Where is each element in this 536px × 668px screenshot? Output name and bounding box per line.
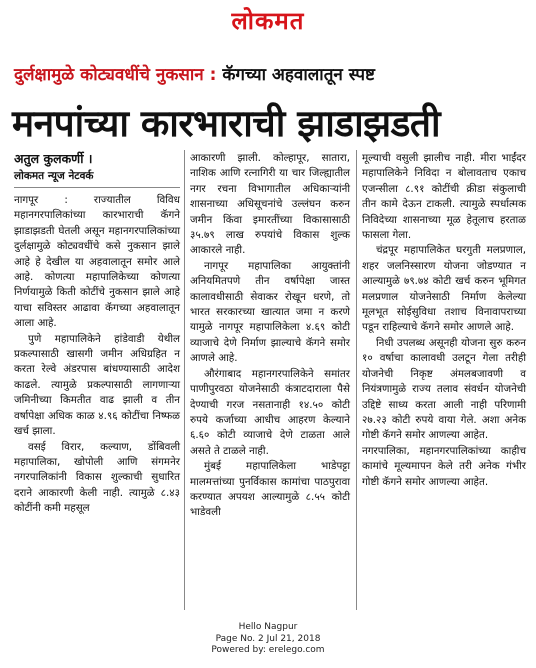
paragraph: मूल्याची वसुली झालीच नाही. मीरा भाईंदर महापालिकेने निविदा न बोलावताच एकाच एजन्सीला ८.९१ कोटींची क्रीडा संकुलाची तीन कामे देऊन टाकली. त्यामुळे स्पर्धात्मक निविदेच्या शासनाच्या मूळ हेतूलाच हरताळ फासला गेला. <box>362 152 526 242</box>
footer-line-1: Hello Nagpur <box>238 622 298 632</box>
footer-line-3: Powered by: erelego.com <box>211 645 325 655</box>
paragraph: पुणे महापालिकेने हांडेवाडी येथील प्रकल्पासाठी खासगी जमीन अधिग्रहित न करता रेल्वे अंडरपास बांधण्यासाठी आदेश काढले. त्यामुळे प्रकल्पासाठी लागणाऱ्या जमिनीच्या किमतीत वाढ झाली व तीन वर्षापेक्षा अधिक काळ ४.९६ कोटींचा निष्फळ खर्च झाला. <box>14 332 180 438</box>
kicker-black-text: कॅगच्या अहवालातून स्पष्ट <box>222 65 375 85</box>
paragraph: मुंबई महापालिकेला भाडेपट्टा मालमत्तांच्या पुनर्विकास कामांचा पाठपुरावा करण्यात अपयश आल्यामुळे ८.५५ कोटी भाडेवली <box>190 460 350 519</box>
page-footer <box>0 622 536 657</box>
column-divider <box>356 150 357 610</box>
kicker-red-text: दुर्लक्षामुळे कोट्यवधींचे नुकसान : <box>14 65 217 85</box>
headline: मनपांच्या कारभाराची झाडाझडती <box>12 102 441 145</box>
paragraph: नागपूर : राज्यातील विविध महानगरपालिकांच्या कारभाराची कॅगने झाडाझडती घेतली असून महानगरपालिकांच्या दुर्लक्षामुळे कोट्यवधींचे कसे नुकसान झाले आहे हे देखील या अहवालातून समोर आले आहे. कोणत्या महापालिकेच्या कोणत्या निर्णयामुळे किती कोटींचे नुकसान झाले आहे याचा सविस्तर आढावा कॅगच्या अहवालातून आला आहे. <box>14 194 180 330</box>
byline-name: अतुल कुलकर्णी । <box>14 151 93 166</box>
footer-line-2: Page No. 2 Jul 21, 2018 <box>215 633 321 644</box>
paragraph: नागपूर महापालिका आयुक्तांनी अनियमितपणे तीन वर्षापेक्षा जास्त कालावधीसाठी सेवाकर रोखून धरणे, तो भारत सरकारच्या खात्यात जमा न करणे यामुळे नागपूर महापालिकेला ४.६९ कोटी व्याजाचे देणे निर्माण झाल्याचे कॅगने समोर आणले आहे. <box>190 259 350 365</box>
paragraph: निधी उपलब्ध असूनही योजना सुरु करुन १० वर्षाचा कालावधी उलटून गेला तरीही योजनेची निकृष्ट अंमलबजावणी व नियंत्रणामुळे राज्य तलाव संवर्धन योजनेची उद्दिष्टे साध्य करता आली नाही परिणामी २७.२३ कोटी रुपये वाया गेले. अशा अनेक गोष्टी कॅगने समोर आणल्या आहेत. <box>362 336 526 442</box>
column-divider <box>184 150 185 610</box>
kicker <box>14 62 524 85</box>
article-column-2 <box>190 151 350 521</box>
article-column-1 <box>14 193 180 517</box>
paragraph: औरंगाबाद महानगरपालिकेने समांतर पाणीपुरवठा योजनेसाठी कंत्राटदाराला पैसे देण्याची गरज नसतानाही १४.५० कोटी रुपये कर्जाच्या आधीच आहरण केल्याने ६.६० कोटी व्याजाचे देणे टाळता आले असते ते टाळले नाही. <box>190 367 350 457</box>
masthead-logo: लोकमत <box>231 7 305 35</box>
paragraph: नगरपालिका, महानगरपालिकांच्या काहीच कामांचे मूल्यमापन केले तरी अनेक गंभीर गोष्टी कॅगने समोर आणल्या आहेत. <box>362 444 526 488</box>
paragraph: आकारणी झाली. कोल्हापूर, सातारा, नाशिक आणि रत्नागिरी या चार जिल्ह्यातील नगर रचना विभागातील अधिकाऱ्यांनी शासनाच्या अधिसूचनांचे उल्लंघन करुन जमीन किंवा इमारतींच्या विकासासाठी ३५.७९ लाख रुपयांचे विकास शुल्क आकारले नाही. <box>190 152 350 257</box>
byline <box>14 150 184 183</box>
paragraph: वसई विरार, कल्याण, डोंबिवली महापालिका, खोपोली आणि संगमनेर नगरपालिकांनी विकास शुल्काची सुधारित दराने आकारणी केली नाही. त्यामुळे ८.४३ कोटींनी कमी महसूल <box>14 440 180 515</box>
paragraph: चंद्रपूर महापालिकेत घरगुती मलप्रणाल, शहर जलनिस्सारण योजना जोडण्यात न आल्यामुळे ७९.७४ कोटी खर्च करुन भूमिगत मलप्रणाल योजनेसाठी निर्माण केलेल्या मूलभूत सोईसुविधा तशाच विनावापराच्या पडून राहिल्याचे कॅगने समोर आणले आहे. <box>362 244 526 334</box>
byline-org: लोकमत न्यूज नेटवर्क <box>14 170 94 182</box>
article-column-3 <box>362 151 526 490</box>
byline-divider <box>14 187 180 188</box>
